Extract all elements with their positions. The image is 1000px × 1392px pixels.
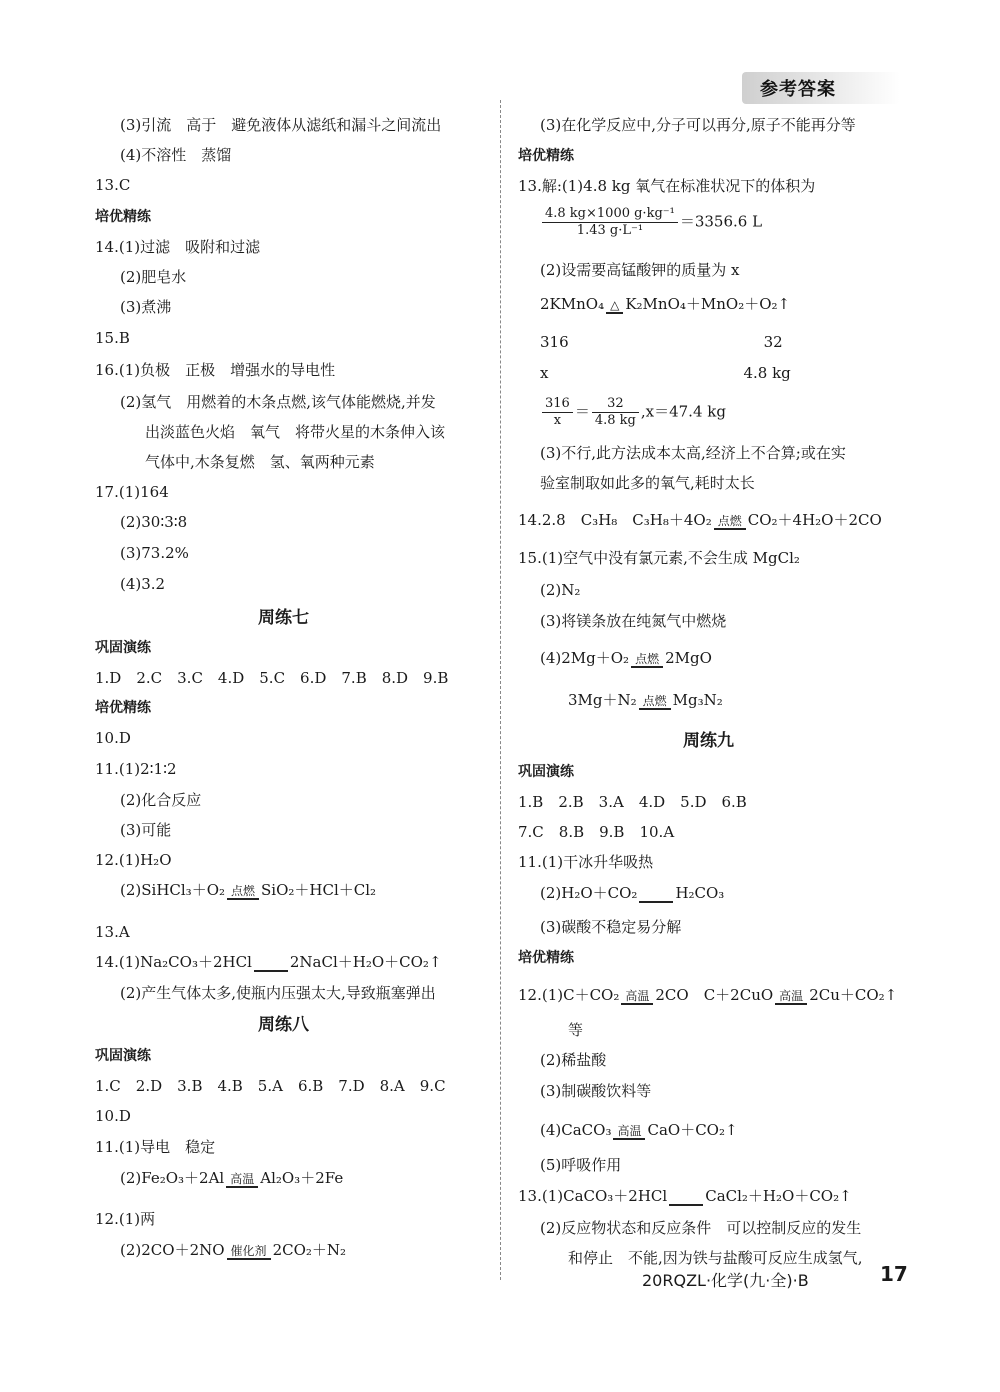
equation-14-1: 14.(1)Na₂CO₃＋2HCl 2NaCl＋H₂O＋CO₂↑ [95, 953, 442, 971]
equation-13-volume: $\frac{\text{4.8 kg×1000 g·kg⁻¹}}{\text{1.43 g·L⁻¹}}$ ＝3356.6 L [540, 206, 762, 239]
answer-line: 11.(1)2∶1∶2 [95, 760, 177, 778]
answer-line: 13.A [95, 923, 130, 941]
answer-line: (3)制碳酸饮料等 [540, 1082, 652, 1100]
answer-line: (2)化合反应 [120, 791, 202, 809]
subsection-label: 巩固演练 [95, 1048, 151, 1064]
equation-13-1r: 13.(1)CaCO₃＋2HCl CaCl₂＋H₂O＋CO₂↑ [518, 1187, 852, 1205]
subsection-label: 培优精练 [95, 209, 151, 225]
answer-line: (3)不行,此方法成本太高,经济上不合算;或在实 [540, 444, 846, 462]
answer-line: (2)反应物状态和反应条件 可以控制反应的发生 [540, 1219, 862, 1237]
answer-line: 17.(1)164 [95, 483, 169, 501]
answer-line: 13.解:(1)4.8 kg 氧气在标准状况下的体积为 [518, 177, 816, 195]
answer-line: 10.D [95, 729, 131, 747]
equation-15-4b: 3Mg＋N₂ 点燃 Mg₃N₂ [568, 691, 723, 709]
answer-line: 验室制取如此多的氧气,耗时太长 [540, 474, 755, 492]
answer-line: (2)稀盐酸 [540, 1051, 607, 1069]
answer-line: 316 32 [540, 333, 783, 351]
page-number: 17 [880, 1262, 908, 1286]
answer-line: (2)30∶3∶8 [120, 513, 188, 531]
footer-code: 20RQZL·化学(九·全)·B [642, 1271, 809, 1290]
equation-13-kmno4: 2KMnO₄ △ K₂MnO₄＋MnO₂＋O₂↑ [540, 295, 791, 313]
answer-line: (3)煮沸 [120, 298, 172, 316]
answer-line: 15.B [95, 329, 130, 347]
equation-11-2r: (2)H₂O＋CO₂ H₂CO₃ [540, 884, 725, 902]
answer-line: (3)可能 [120, 821, 172, 839]
answer-line: (2)N₂ [540, 581, 581, 599]
answer-line: (5)呼吸作用 [540, 1156, 622, 1174]
answer-line: 等 [568, 1021, 584, 1039]
answer-line: (2)产生气体太多,使瓶内压强太大,导致瓶塞弹出 [120, 984, 436, 1002]
equation-12-2: (2)SiHCl₃＋O₂ 点燃 SiO₂＋HCl＋Cl₂ [120, 881, 377, 899]
answer-line: (2)氢气 用燃着的木条点燃,该气体能燃烧,并发 [120, 393, 436, 411]
subsection-label: 培优精练 [518, 950, 574, 966]
answer-line: (4)不溶性 蒸馏 [120, 146, 232, 164]
answer-line: 和停止 不能,因为铁与盐酸可反应生成氢气, [568, 1249, 863, 1267]
column-divider [500, 100, 501, 1280]
equation-12-1r: 12.(1)C＋CO₂ 高温 2CO C＋2CuO 高温 2Cu＋CO₂↑ [518, 986, 898, 1004]
answer-line: 7.C 8.B 9.B 10.A [518, 823, 675, 841]
answer-line: (3)碳酸不稳定易分解 [540, 918, 682, 936]
answer-line: 10.D [95, 1107, 131, 1125]
section-heading: 周练七 [258, 608, 309, 628]
subsection-label: 培优精练 [518, 148, 574, 164]
answer-line: (4)3.2 [120, 575, 166, 593]
answer-line: 1.B 2.B 3.A 4.D 5.D 6.B [518, 793, 747, 811]
equation-13-ratio: $\frac{316}{x}$ ＝ $\frac{32}{4.8 kg}$ ,x＝47.4 kg [540, 396, 726, 429]
answer-line: 气体中,木条复燃 氢、氧两种元素 [145, 453, 375, 471]
header-title: 参考答案 [760, 79, 836, 100]
equation-15-4a: (4)2Mg＋O₂ 点燃 2MgO [540, 649, 712, 667]
answer-line: 12.(1)两 [95, 1210, 156, 1228]
answer-line: (3)73.2% [120, 544, 189, 562]
answer-line: 14.(1)过滤 吸附和过滤 [95, 238, 261, 256]
answer-line: 11.(1)导电 稳定 [95, 1138, 216, 1156]
answer-line: 1.D 2.C 3.C 4.D 5.C 6.D 7.B 8.D 9.B [95, 669, 449, 687]
equation-12-2b: (2)2CO＋2NO 催化剂 2CO₂＋N₂ [120, 1241, 347, 1259]
answer-line: 1.C 2.D 3.B 4.B 5.A 6.B 7.D 8.A 9.C [95, 1077, 446, 1095]
section-heading: 周练九 [683, 731, 734, 751]
subsection-label: 培优精练 [95, 700, 151, 716]
equation-12-4r: (4)CaCO₃ 高温 CaO＋CO₂↑ [540, 1121, 738, 1139]
section-heading: 周练八 [258, 1015, 309, 1035]
equation-11-2: (2)Fe₂O₃＋2Al 高温 Al₂O₃＋2Fe [120, 1169, 344, 1187]
answer-line: (3)将镁条放在纯氮气中燃烧 [540, 612, 727, 630]
answer-line: 15.(1)空气中没有氯元素,不会生成 MgCl₂ [518, 549, 800, 567]
answer-line: 16.(1)负极 正极 增强水的导电性 [95, 361, 336, 379]
equation-14: 14.2.8 C₃H₈ C₃H₈＋4O₂ 点燃 CO₂＋4H₂O＋2CO [518, 511, 882, 529]
answer-line: (3)在化学反应中,分子可以再分,原子不能再分等 [540, 116, 856, 134]
subsection-label: 巩固演练 [518, 764, 574, 780]
answer-line: x 4.8 kg [540, 364, 791, 382]
subsection-label: 巩固演练 [95, 640, 151, 656]
answer-line: 11.(1)干冰升华吸热 [518, 853, 654, 871]
answer-line: (2)设需要高锰酸钾的质量为 x [540, 261, 740, 279]
answer-line: 13.C [95, 176, 131, 194]
answer-line: 12.(1)H₂O [95, 851, 172, 869]
answer-line: (2)肥皂水 [120, 268, 187, 286]
answer-line: (3)引流 高于 避免液体从滤纸和漏斗之间流出 [120, 116, 442, 134]
answer-line: 出淡蓝色火焰 氧气 将带火星的木条伸入该 [145, 423, 446, 441]
